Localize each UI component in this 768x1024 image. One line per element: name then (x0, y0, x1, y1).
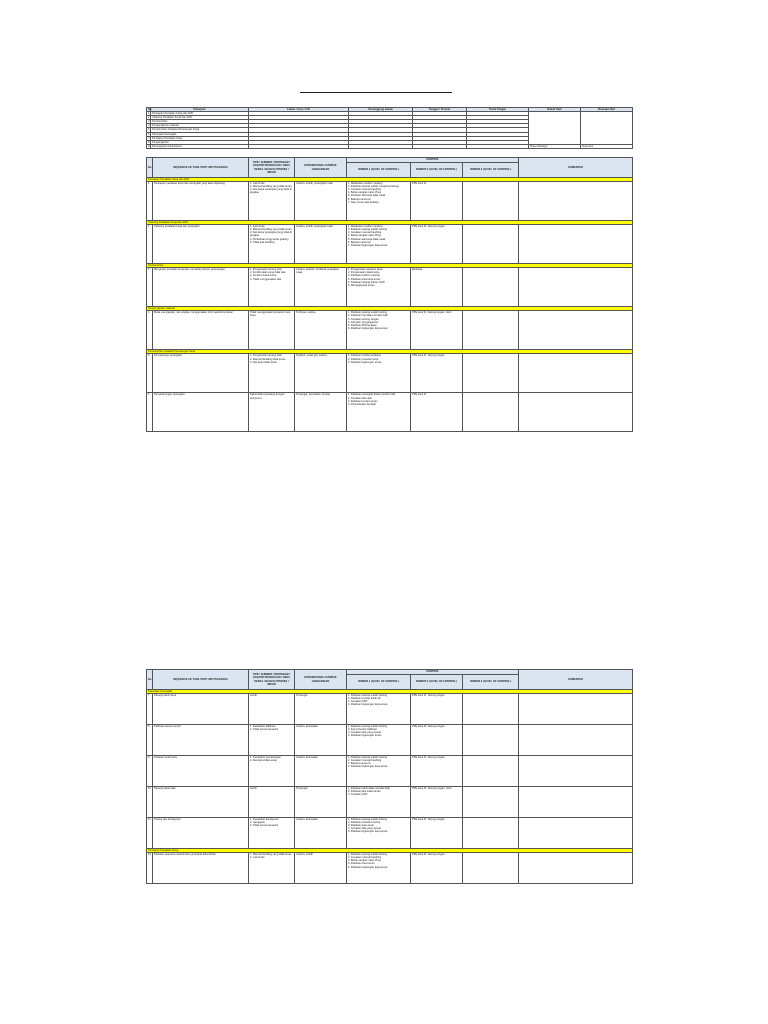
summary-cell (349, 144, 413, 148)
task-control-2: PPE level III, Sarung tangan (411, 818, 463, 849)
task-remark (519, 725, 633, 756)
task-control-3 (463, 818, 519, 849)
task-consequence: Cedera, terkilir (295, 853, 347, 884)
section-title: Persiapan Peralatan Kerja dan APD (147, 178, 633, 182)
task-control-2: Barikade (411, 268, 463, 307)
summary-no: 3 (148, 120, 150, 124)
task-remark (519, 853, 633, 884)
task-control-2: PPE level III, Sarung tangan (411, 725, 463, 756)
task-row (147, 694, 633, 725)
task-control-1: 1. Pastikan pekerja sudah training 2. Pastikan prosedur testing 3. Pastikan area aman 4. Gunakan alat yang sesuai 5. Pastikan lingkungan kerja aman (347, 818, 411, 849)
task-hazard: 1. Pengamatan kurang teliti 2. Manual handling tidak aman 3. Alat kerja tidak aman (249, 354, 295, 393)
task-remark (519, 225, 633, 264)
col-control: CONTROL (347, 670, 519, 675)
task-hazard: 1. Kesalahan kalibrasi 2. Tidak sesuai prosedur (249, 725, 295, 756)
task-step: Penyambungan perangkat (153, 393, 249, 432)
summary-no: 4 (148, 124, 150, 128)
col-remark: KOMENTAR (519, 158, 633, 178)
task-control-3 (463, 225, 519, 264)
col-control-level: NOMOR 1 (LEVEL OF CONTROL) (347, 675, 411, 690)
task-step: Mulai menyiapkan, dan angkat, menggunakan troli material ke lokasi (153, 311, 249, 350)
task-hazard: Kabel tidak terpasang dengan sempurna (249, 393, 295, 432)
task-control-2: PPE level III (411, 182, 463, 221)
task-control-1: 1. Pastikan kondisi peralatan 2. Pastikan prosedur kerja 3. Pastikan lingkungan aman (347, 354, 411, 393)
task-row (147, 225, 633, 264)
task-hazard: 1. Kesalahan pemasangan 2. Alat kerja tidak aman (249, 756, 295, 787)
col-consequence: KONSEKUENSI / DAMPAK LINGKUNGAN (295, 670, 347, 690)
col-hazard: TIPE / SUMBER / PENYEBAB / HAZARD PEKERJAAN / AREA KERJA / BAHAYA PROSES / MESIN (249, 158, 295, 178)
task-control-2: PPE level III, Sarung tangan (411, 756, 463, 787)
task-row (147, 354, 633, 393)
task-hazard: Listrik (249, 694, 295, 725)
task-control-2: PPE level III (411, 393, 463, 432)
col-control: CONTROL (347, 158, 519, 163)
summary-col-header: Disetujui Oleh (581, 108, 633, 112)
col-control-level: NOMOR 1 (LEVEL OF CONTROL) (347, 163, 411, 178)
task-step: Pasang kabel daya (153, 694, 249, 725)
task-no: 3 (147, 268, 153, 307)
section-title: Pekerjaan Perangkat (147, 690, 633, 694)
summary-no: 9 (148, 144, 150, 148)
task-no: 1 (147, 182, 153, 221)
task-control-1: 1. Pastikan perangkat dalam kondisi baik 2. Gunakan alat ukur 3. Pastikan koneksi aman 4. Pemeriksaan kembali (347, 393, 411, 432)
section-title: Pembersihan Instalasi Penerangan Kerja (147, 350, 633, 354)
title-underline (300, 92, 452, 93)
task-remark (519, 787, 633, 818)
task-no: 4 (147, 311, 153, 350)
task-no: 5 (147, 354, 153, 393)
summary-no: 2 (148, 116, 150, 120)
task-control-2: PPE level III, Sarung tangan (411, 354, 463, 393)
task-consequence: Cedera, kerusakan (295, 756, 347, 787)
task-no: 10 (147, 787, 153, 818)
signature-box (581, 112, 633, 145)
summary-no: 5 (148, 128, 150, 132)
summary-col-header: No (148, 108, 152, 111)
task-no: 2 (147, 225, 153, 264)
task-remark (519, 694, 633, 725)
summary-col-header: Tanggal / Periode (413, 108, 467, 112)
task-row (147, 182, 633, 221)
task-control-1: 1. Pastikan pekerja sudah training 2. Gunakan manual handling 3. Beban angkat maks 25 kg 4. Pastikan area bersih 5. Pastikan lingkungan kerja aman (347, 853, 411, 884)
risk-sheet-2 (146, 669, 632, 884)
col-control-level: NOMOR 2 (LEVEL OF CONTROL) (411, 675, 463, 690)
summary-task: Cleaning Peralatan Kerja dan APD (151, 116, 249, 120)
task-consequence: Cedera, terkilir, perangkat rusak (295, 225, 347, 264)
task-row (147, 756, 633, 787)
task-hazard: 1. Pengamatan kurang teliti 2. Kondisi jalan yang tidak rata 3. Kondisi cuaca buruk 4. Tidak menggunakan alat (249, 268, 295, 307)
col-no: No (147, 158, 153, 178)
col-consequence: KONSEKUENSI / DAMPAK LINGKUNGAN (295, 158, 347, 178)
col-no: No (147, 670, 153, 690)
task-remark (519, 818, 633, 849)
signature-label: Project Manager (529, 144, 581, 148)
col-hazard: TIPE / SUMBER / PENYEBAB / HAZARD PEKERJAAN / AREA KERJA / BAHAYA PROSES / MESIN (249, 670, 295, 690)
col-sequence: SEQUENCE OF TASK STEP URUTAN KERJA (153, 158, 249, 178)
summary-no: 8 (148, 140, 150, 144)
section-title: Cleaning Peralatan Kerja dan APD (147, 221, 633, 225)
task-no: 6 (147, 393, 153, 432)
summary-col-header: Dibuat Oleh (529, 108, 581, 112)
task-hazard: 1. Lalu lintas 2. Manual handling yang tidak aman 3. Alat kerja/ perangkat yang tidak di jangkau 4. Perbedaan tinggi antar gedung 5. Tidak ada handling (249, 225, 295, 264)
section-title: Pembersihan (147, 264, 633, 268)
task-step: Testing dan konfigurasi (153, 818, 249, 849)
task-control-3 (463, 853, 519, 884)
task-consequence: Cedera, terjatuh, tertabrak perangkat rusak (295, 268, 347, 307)
task-no: 12 (147, 853, 153, 884)
task-row (147, 818, 633, 849)
task-step: Pasang kabel data (153, 787, 249, 818)
task-remark (519, 182, 633, 221)
summary-col-header: Tanda Tangan (467, 108, 529, 112)
task-row (147, 268, 633, 307)
task-step: Cleaning peralatan kerja dan perangkat (153, 225, 249, 264)
task-no: 9 (147, 756, 153, 787)
col-control-level: NOMOR 3 (LEVEL OF CONTROL) (463, 163, 519, 178)
signature-box (529, 112, 581, 145)
task-hazard: 1. Manual handling yang tidak aman 2. Lalu lintas (249, 853, 295, 884)
summary-col-header: Penanggung Jawab (349, 108, 413, 112)
summary-task: Penanganan Administrasi (151, 144, 249, 148)
summary-no: 7 (148, 136, 150, 140)
task-control-1: 1. Melakukan toolbox meeting 2. Pastikan pekerja sudah training 3. Gunakan manual handling 4. Beban angkat maks 25 kg 5. Pastikan alat kerja tidak rusak 6. Bekerja sama tim 7. Pastikan lingkungan kerja aman (347, 225, 411, 264)
summary-task: Persiapan Peralatan Kerja (151, 136, 249, 140)
task-control-2: PPE level III, Sarung tangan (411, 853, 463, 884)
task-control-2: PPE level III, Sarung tangan, helm (411, 311, 463, 350)
task-control-2: PPE level III, Sarung tangan, helm (411, 787, 463, 818)
task-remark (519, 268, 633, 307)
summary-task: Pengangkutan (151, 140, 249, 144)
summary-row (147, 144, 633, 148)
task-consequence: Tersengat (295, 787, 347, 818)
task-consequence: Cedera, kerusakan (295, 725, 347, 756)
task-hazard: Listrik (249, 787, 295, 818)
col-control-level: NOMOR 2 (LEVEL OF CONTROL) (411, 163, 463, 178)
task-row (147, 787, 633, 818)
task-row (147, 393, 633, 432)
task-no: 11 (147, 818, 153, 849)
section-title: Pengangkutan material (147, 307, 633, 311)
summary-col-header: Pekerjaan (151, 108, 249, 112)
summary-no: 6 (148, 132, 150, 136)
task-consequence: Terjatuh, tersengat, cedera (295, 354, 347, 393)
task-row (147, 725, 633, 756)
task-control-1: 1. Pastikan pekerja sudah training 2. Ikuti prosedur kalibrasi 3. Gunakan alat yang sesuai 4. Pastikan lingkungan aman (347, 725, 411, 756)
summary-no: 1 (148, 112, 150, 116)
task-no: 7 (147, 694, 153, 725)
task-remark (519, 354, 633, 393)
col-sequence: SEQUENCE OF TASK STEP URUTAN KERJA (153, 670, 249, 690)
task-step: Persiapan peralatan kerja dan perangkat yang akan dipasang (153, 182, 249, 221)
summary-task: Pembersihan (151, 120, 249, 124)
task-step: Instalasi modul baru (153, 756, 249, 787)
summary-table (146, 107, 632, 149)
task-consequence: Tertimpa, cedera (295, 311, 347, 350)
task-control-3 (463, 756, 519, 787)
task-control-3 (463, 787, 519, 818)
task-remark (519, 311, 633, 350)
task-step: Kalibrasi sensor-sensor (153, 725, 249, 756)
task-control-1: 1. Melakukan toolbox meeting 2. Pastikan pekerja sudah mengikuti training 3. Gunakan manual handling 4. Beban angkat maks 25 kg 5. Pastikan alat kerja tidak rusak 6. Bekerja sama tim 7. Jalur aman saat bekerja (347, 182, 411, 221)
task-consequence: Cedera, terkilir, perangkat rusak (295, 182, 347, 221)
task-hazard: 1. Kesalahan konfigurasi 2. Gangguan 3. Tidak sesuai prosedur (249, 818, 295, 849)
task-control-3 (463, 311, 519, 350)
task-control-2: PPE level III, Sarung tangan (411, 694, 463, 725)
summary-task: Pekerjaan Perangkat (151, 132, 249, 136)
task-no: 8 (147, 725, 153, 756)
task-control-3 (463, 694, 519, 725)
task-step: Pemasangan perangkat (153, 354, 249, 393)
task-row (147, 853, 633, 884)
task-control-1: 1. Pastikan kabel dalam kondisi baik 2. Pastikan jalur kabel aman 3. Gunakan APD (347, 787, 411, 818)
task-control-1: 1. Pastikan pekerja sudah training 2. Gunakan manual handling 3. Bekerja sama tim 4. Pastikan lingkungan kerja aman (347, 756, 411, 787)
summary-cell (413, 144, 467, 148)
summary-task: Pembersihan Instalasi Penerangan Kerja (151, 128, 249, 132)
task-hazard: Tidak menggunakan prosedur cara kerja (249, 311, 295, 350)
task-control-1: 1. Pastikan pekerja sudah training 2. Pastikan troli dalam kondisi baik 3. Gunakan sarung tangan 4. Cek jalur pengangkutan 5. Pastikan APD lengkap 6. Pastikan lingkungan kerja aman (347, 311, 411, 350)
task-control-3 (463, 182, 519, 221)
section-title: Persiapan Peralatan Kerja (147, 849, 633, 853)
col-control-level: NOMOR 3 (LEVEL OF CONTROL) (463, 675, 519, 690)
risk-sheet-1 (146, 157, 632, 432)
summary-cell (249, 144, 349, 148)
task-consequence: Cedera, kerusakan (295, 818, 347, 849)
summary-cell (467, 144, 529, 148)
summary-task: Pengangkutan material (151, 124, 249, 128)
task-control-3 (463, 354, 519, 393)
task-consequence: Tersengat, kerusakan, korslet (295, 393, 347, 432)
task-control-3 (463, 393, 519, 432)
task-control-1: 1. Pastikan pekerja sudah training 2. Pastikan sumber listrik off 3. Gunakan APD 4. Pastikan lingkungan kerja aman (347, 694, 411, 725)
summary-task: Persiapan Peralatan Kerja dan APD (151, 112, 249, 116)
task-step: Mengecek peralatan kerja dan memasang lampu penerangan (153, 268, 249, 307)
task-row (147, 311, 633, 350)
summary-col-header: Lokasi / Area / Unit (249, 108, 349, 112)
task-consequence: Tersengat (295, 694, 347, 725)
task-control-1: 1. Pengamatan sebelum kerja 2. Pengamatan lokasi kerja 3. Pastikan toolbox meeting 4. Pastikan area kerja aman 5. Pastikan pekerja paham SOP 6. Menjaga jarak aman (347, 268, 411, 307)
task-control-2: PPE level III, Sarung tangan (411, 225, 463, 264)
task-hazard: 1. Lalu lintas 2. Manual handling yang tidak aman 3. Alat kerja/ perangkat yang tidak di jangkau (249, 182, 295, 221)
task-remark (519, 756, 633, 787)
task-control-3 (463, 268, 519, 307)
task-step: Pastikan sisa-sisa material dan perangkat dibersihkan (153, 853, 249, 884)
signature-label: Supervisor (581, 144, 633, 148)
task-control-3 (463, 725, 519, 756)
task-remark (519, 393, 633, 432)
col-remark: KOMENTAR (519, 670, 633, 690)
